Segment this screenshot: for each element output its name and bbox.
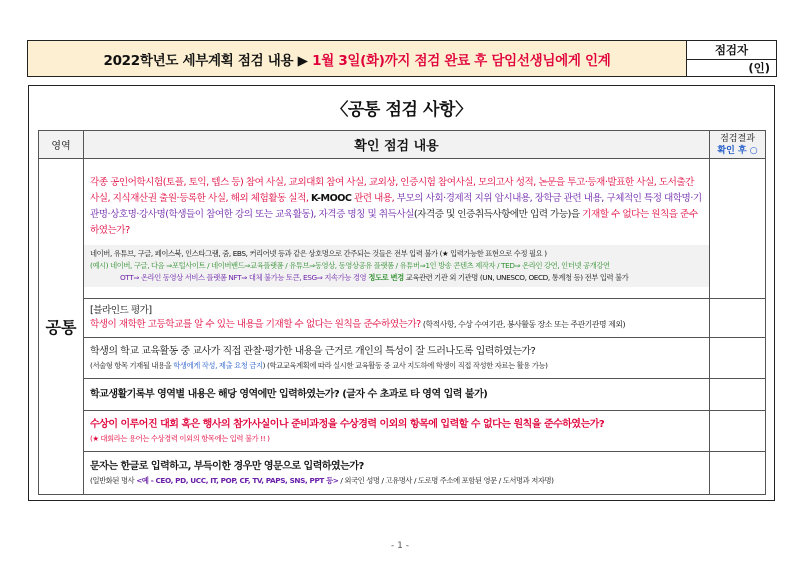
item6-note-c: / 외국인 성명 / 고유명사 / 도로명 주소에 포함된 영문 / 도서명과 저자명) [338, 476, 554, 486]
header-result [710, 131, 766, 159]
item4-main: 학교생활기록부 영역별 내용은 해당 영역에만 입력하였는가? (글자 수 초과로 타 영역 입력 불가) [90, 388, 488, 400]
table-row [39, 158, 766, 299]
check-item-5 [84, 411, 710, 452]
table-row [39, 411, 766, 452]
item1-text-b: 관련 내용, [351, 192, 397, 204]
item1-text-c: 부모의 사회·경제적 지위 암시내용, 장학금 관련 내용, 구체적인 특정 대학명·기관명·상호명·강사명(학생들이 참여한 강의 또는 교육활동), 자격증 명칭 및 취득사실 [90, 192, 702, 220]
item6-main: 문자는 한글로 입력하고, 부득이한 경우만 영문으로 입력하였는가? [90, 461, 364, 473]
check-item-2 [84, 299, 710, 338]
item6-note [90, 475, 704, 487]
item1-kmooc: K-MOOC [310, 192, 352, 204]
inspector-label: 점검자 [687, 41, 776, 60]
item2-main: 학생이 재학한 고등학교를 알 수 있는 내용을 기재할 수 없다는 원칙을 준수하였는가? [90, 319, 421, 331]
item3-note-c: ) (학교교육계획에 따라 실시한 교육활동 중 교사 지도하에 학생이 직접 작성한 자료는 활용 가능) [262, 360, 548, 370]
item1-note-2: (예시) 네이버, 구글, 다음 ⇒포털사이트 / 네이버밴드⇒교육플랫폼 / 유튜브⇒동영상, 동영상공유 플랫폼 / 유튜버⇒1인 방송 콘텐츠 제작자 / TED⇒ 온라인 강연, 인터넷 공개강연 [90, 260, 610, 270]
item1-note-3 [90, 272, 704, 284]
result-cell-3[interactable] [710, 337, 766, 378]
item1-notes [84, 245, 709, 287]
header-result-sub: 확인 후 ○ [717, 146, 758, 157]
item1-note-3a: OTT⇒ 온라인 동영상 서비스 플랫폼 NFT⇒ 대체 불가능 토큰, ESG⇒ 지속가능 경영 [120, 272, 367, 282]
check-item-1 [84, 158, 710, 299]
page-number: - 1 - [391, 541, 409, 551]
item1-text-e: 을 [570, 208, 583, 220]
table-row [39, 337, 766, 378]
header-title-text: 2022학년도 세부계획 점검 내용 ▶ [103, 52, 308, 69]
check-item-6 [84, 452, 710, 495]
item2-label: [블라인드 평가] [90, 305, 152, 317]
section-title: 〈공통 점검 사항〉 [331, 100, 472, 120]
header-deadline: 1월 3일(화)까지 점검 완료 후 담임선생님에게 인계 [312, 52, 611, 69]
header-result-label: 점검결과 [720, 134, 755, 145]
table-header-row [39, 131, 766, 159]
header-area: 영역 [39, 131, 84, 159]
item6-note-b: <예 - CEO, PD, UCC, IT, POP, CF, TV, PAPS, SNS, PPT 등> [136, 476, 339, 486]
item3-note [90, 360, 704, 372]
result-cell-5[interactable] [710, 411, 766, 452]
header-content: 확인 점검 내용 [84, 131, 710, 159]
item1-text-f: 기재할 수 없다는 원칙을 준수하였는가? [90, 208, 698, 236]
inspector-box [686, 41, 776, 76]
common-checklist-frame [28, 85, 775, 501]
seal-field[interactable]: (인) [748, 61, 770, 75]
item2-note: (학적사항, 수상 수여기관, 봉사활동 장소 또는 주관기관명 제외) [420, 320, 626, 330]
item1-note-3b: 정도로 변경 [366, 272, 404, 282]
item1-text-d: (자격증 및 인증취득사항에만 입력 가능) [413, 208, 571, 220]
item6-note-a: (일반화된 명사 [90, 476, 137, 486]
item3-note-b: 학생에게 작성, 제출 요청 금지 [173, 360, 263, 370]
table-row [39, 299, 766, 338]
item3-main: 학생의 학교 교육활동 중 교사가 직접 관찰·평가한 내용을 근거로 개인의 특성이 잘 드러나도록 입력하였는가? [90, 345, 536, 357]
item1-note-3c: 교육관련 기관 외 기관명 (UN, UNESCO, OECD, 통계청 등) 전부 입력 불가 [403, 272, 629, 282]
area-cell: 공통 [39, 158, 84, 494]
table-row [39, 452, 766, 495]
check-item-4 [84, 378, 710, 411]
item3-note-a: (서술형 항목 기재될 내용을 [90, 360, 174, 370]
header-box [27, 40, 777, 77]
result-cell-1[interactable] [710, 158, 766, 299]
item1-text-a: 각종 공인어학시험(토플, 토익, 텝스 등) 참여 사실, 교외대회 참여 사실, 교외상, 인증시험 참여사실, 모의고사 성적, 논문을 투고·등재·발표한 사실, 도서출간 사실, 지식재산권 출원·등록한 사실, 해외 체험활동 실적, [90, 176, 694, 204]
item5-main: 수상이 이루어진 대회 혹은 행사의 참가사실이나 준비과정을 수상경력 이외의 항목에 입력할 수 없다는 원칙을 준수하였는가? [90, 419, 605, 431]
checklist-table [38, 130, 766, 495]
item5-note: (★ 대회라는 용어는 수상경력 이외의 항목에는 입력 불가 !! ) [90, 434, 270, 444]
result-cell-2[interactable] [710, 299, 766, 338]
result-cell-6[interactable] [710, 452, 766, 495]
table-row [39, 378, 766, 411]
item1-note-1: 네이버, 유튜브, 구글, 페이스북, 인스타그램, 줌, EBS, 커리어넷 등과 같은 상호명으로 간주되는 것들은 전부 입력 불가 (★ 입력가능한 표현으로 수정 필요 ) [90, 248, 547, 258]
result-cell-4[interactable] [710, 378, 766, 411]
header-title [28, 41, 686, 76]
check-item-3 [84, 337, 710, 378]
